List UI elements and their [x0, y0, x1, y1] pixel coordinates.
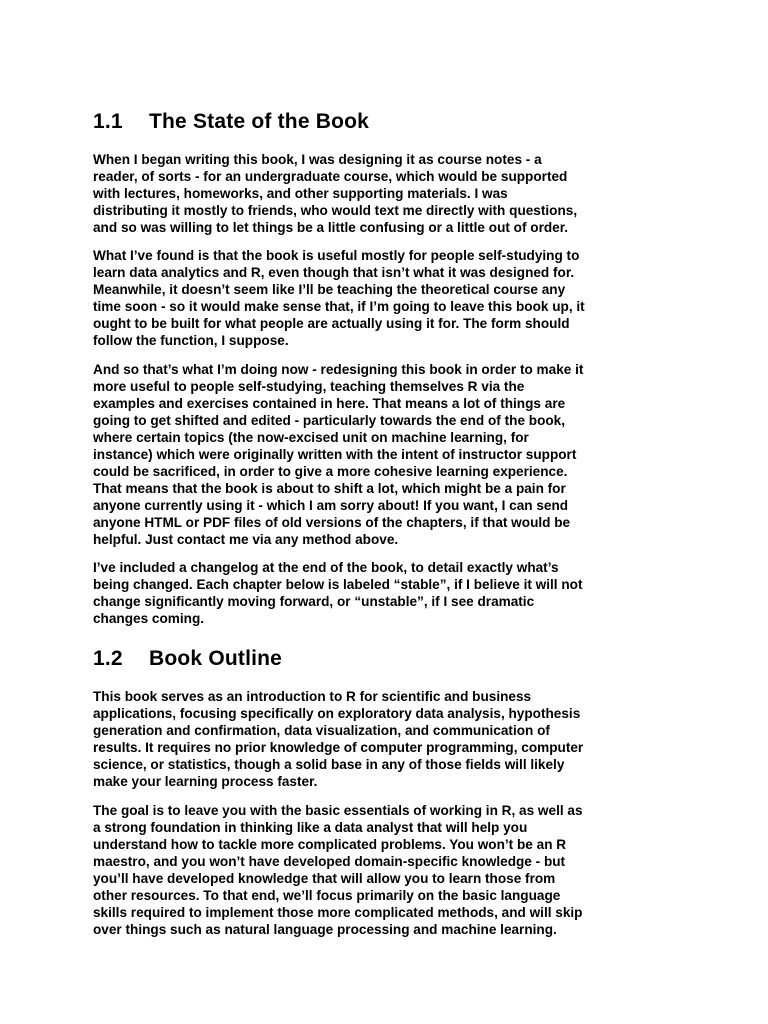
section-heading-book-outline	[93, 641, 675, 677]
paragraph: And so that’s what I’m doing now - redesigning this book in order to make it more useful to people self-studying, teaching themselves R via the examples and exercises contained in here. That means a lot of things are going to get shifted and edited - particularly towards the end of the book, where certain topics (the now-excised unit on machine learning, for instance) which were originally written with the intent of instructor support could be sacrificed, in order to give a more cohesive learning experience. That means that the book is about to shift a lot, which might be a pain for anyone currently using it - which I am sorry about! If you want, I can send anyone HTML or PDF files of old versions of the chapters, if that would be helpful. Just contact me via any method above.	[93, 361, 584, 547]
section-title: Book Outline	[149, 647, 283, 671]
section-title: The State of the Book	[149, 110, 370, 133]
paragraph: What I’ve found is that the book is useful mostly for people self-studying to learn data analytics and R, even though that isn’t what it was designed for. Meanwhile, it doesn’t seem like I’ll be teaching the theoretical course any time soon - so it would make sense that, if I’m going to leave this book up, it ought to be built for what people are actually using it for. The form should follow the function, I suppose.	[93, 248, 585, 349]
section-number: 1.1	[93, 110, 123, 133]
section-heading-state-of-book	[93, 104, 675, 140]
section-number: 1.2	[93, 647, 123, 671]
paragraph: When I began writing this book, I was designing it as course notes - a reader, of sorts - for an undergraduate course, which would be supported with lectures, homeworks, and other supporting materials. I was distributing it mostly to friends, who would text me directly with questions, and so was willing to let things be a little confusing or a little out of order.	[93, 152, 578, 236]
paragraph: The goal is to leave you with the basic essentials of working in R, as well as a strong foundation in thinking like a data analyst that will help you understand how to tackle more complicated problems. You won’t be an R maestro, and you won’t have developed domain-specific knowledge - but you’ll have developed knowledge that will allow you to learn those from other resources. To that end, we’ll focus primarily on the basic language skills required to implement those more complicated methods, and will skip over things such as natural language processing and machine learning.	[93, 802, 583, 937]
document-page	[93, 104, 675, 949]
paragraph: This book serves as an introduction to R for scientific and business applications, focusing specifically on exploratory data analysis, hypothesis generation and confirmation, data visualization, and communication of results. It requires no prior knowledge of computer programming, computer science, or statistics, though a solid base in any of those fields will likely make your learning process faster.	[93, 689, 584, 790]
paragraph: I’ve included a changelog at the end of the book, to detail exactly what’s being changed. Each chapter below is labeled “stable”, if I believe it will not change significantly moving forward, or “unstable”, if I see dramatic changes coming.	[93, 560, 583, 627]
